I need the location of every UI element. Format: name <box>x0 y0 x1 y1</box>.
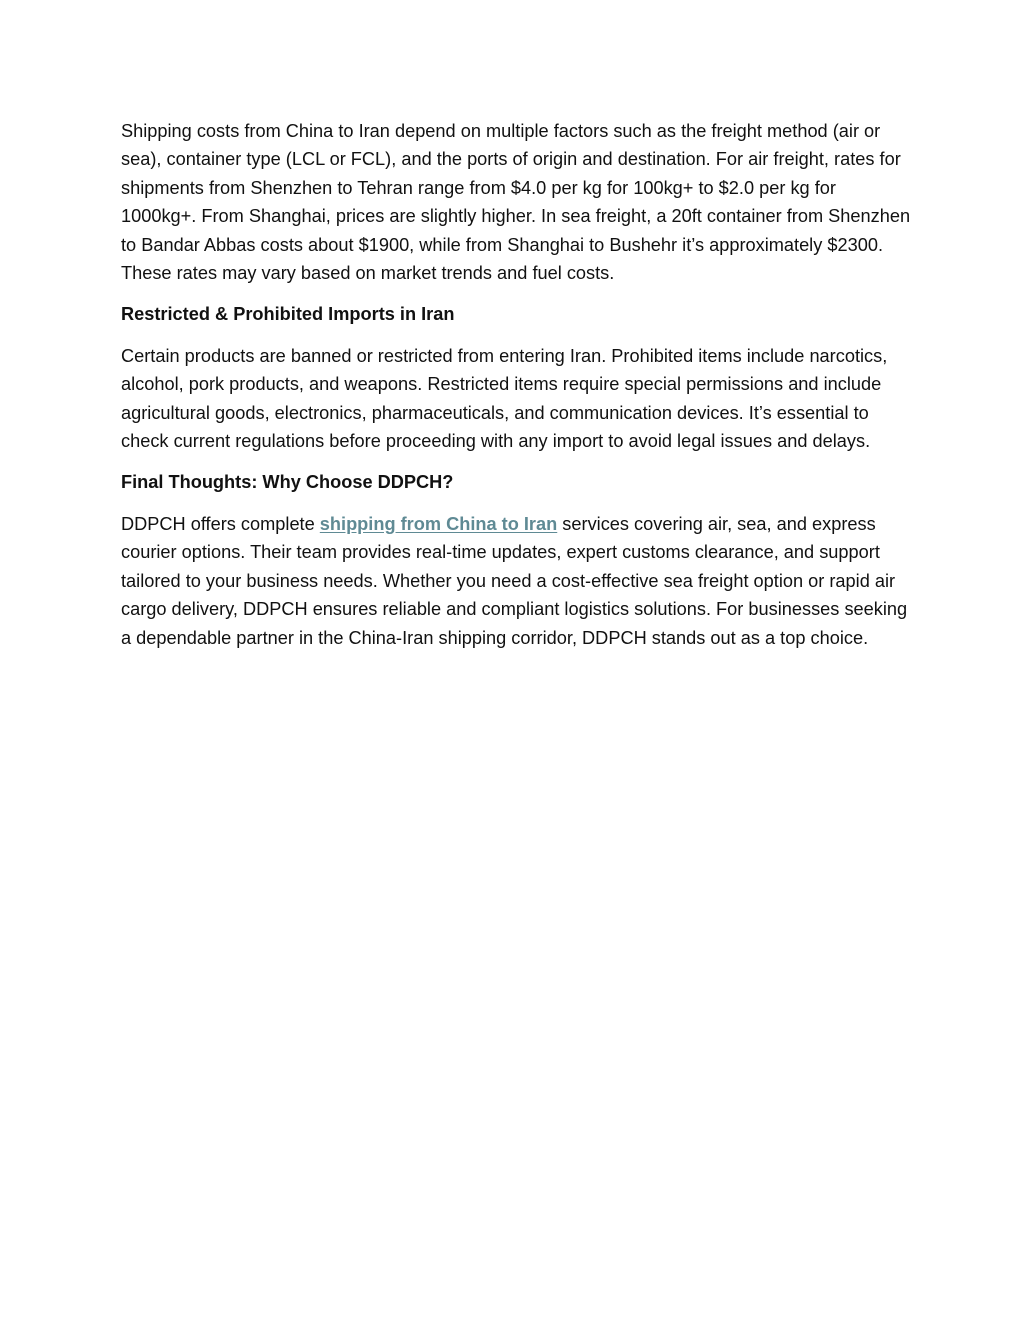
final-thoughts-paragraph <box>121 510 911 652</box>
final-paragraph-text-before-link: DDPCH offers complete <box>121 513 320 534</box>
document-body <box>121 117 911 665</box>
restricted-imports-heading: Restricted & Prohibited Imports in Iran <box>121 304 455 325</box>
final-paragraph-text-after-link: services covering air, sea, and express courier options. Their team provides real-time updates, expert customs clearance, and support tailored to your business needs. Whether you need a cost-effective sea freight option or rapid air cargo delivery, DDPCH ensures reliable and compliant logistics solutions. For businesses seeking a dependable partner in the China-Iran shipping corridor, DDPCH stands out as a top choice. <box>121 513 908 648</box>
restricted-imports-paragraph: Certain products are banned or restricted from entering Iran. Prohibited items include narcotics, alcohol, pork products, and weapons. Restricted items require special permissions and include agricultural goods, electronics, pharmaceuticals, and communication devices. It’s essential to check current regulations before proceeding with any import to avoid legal issues and delays. <box>121 345 888 452</box>
shipping-china-iran-link[interactable]: shipping from China to Iran <box>319 513 558 534</box>
intro-paragraph: Shipping costs from China to Iran depend on multiple factors such as the freight method (air or sea), container type (LCL or FCL), and the ports of origin and destination. For air freight, rates for shipments from Shenzhen to Tehran range from $4.0 per kg for 100kg+ to $2.0 per kg for 1000kg+. From Shanghai, prices are slightly higher. In sea freight, a 20ft container from Shenzhen to Bandar Abbas costs about $1900, while from Shanghai to Bushehr it’s approximately $2300. These rates may vary based on market trends and fuel costs. <box>121 121 911 284</box>
final-thoughts-heading: Final Thoughts: Why Choose DDPCH? <box>121 472 454 493</box>
